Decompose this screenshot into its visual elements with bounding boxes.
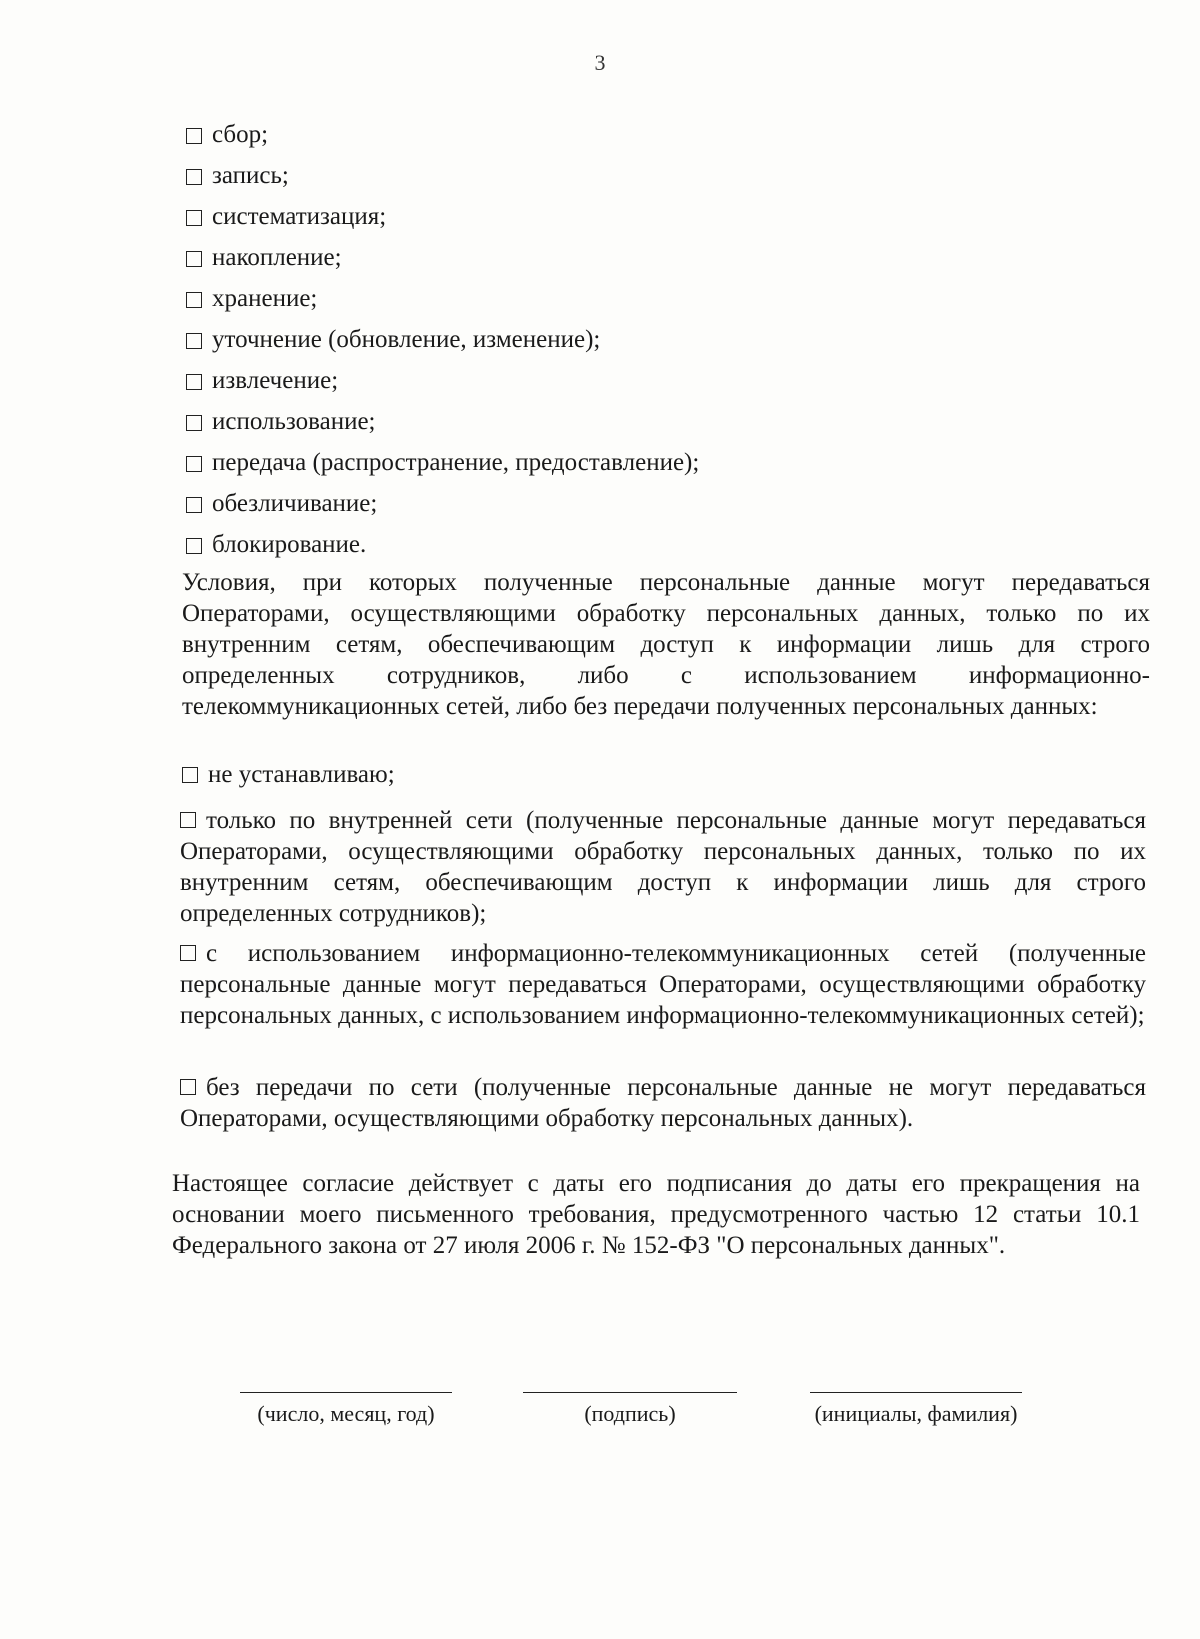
date-caption: (число, месяц, год) <box>257 1401 435 1426</box>
checkbox[interactable] <box>186 210 202 226</box>
list-item <box>186 319 1146 360</box>
checkbox[interactable] <box>186 251 202 267</box>
name-caption: (инициалы, фамилия) <box>814 1401 1018 1426</box>
checkbox[interactable] <box>186 128 202 144</box>
list-item <box>186 196 1146 237</box>
consent-validity-paragraph: Настоящее согласие действует с даты его подписания до даты его прекращения на основании моего письменного требования, предусмотренного частью 12 статьи 10.1 Федерального закона от 27 июля 2006 г. № 152-ФЗ "О персональных данных". <box>172 1170 1140 1259</box>
operation-label: хранение; <box>212 284 318 312</box>
checkbox[interactable] <box>186 333 202 349</box>
transfer-option-no-network <box>180 1072 1146 1134</box>
list-item <box>186 524 1146 565</box>
checkbox[interactable] <box>182 767 198 783</box>
transfer-option-internal <box>180 805 1146 929</box>
option-label: не устанавливаю; <box>208 761 395 788</box>
operation-label: систематизация; <box>212 202 387 230</box>
option-label: без передачи по сети (полученные персональные данные не могут передаваться Операторами, осуществляющими обработку персональных данных). <box>180 1074 1146 1132</box>
list-item <box>186 483 1146 524</box>
checkbox[interactable] <box>180 812 196 828</box>
checkbox[interactable] <box>186 292 202 308</box>
checkbox[interactable] <box>186 169 202 185</box>
processing-operations-list <box>186 114 1146 565</box>
list-item <box>186 442 1146 483</box>
date-blank-line[interactable] <box>240 1386 452 1393</box>
signature-name-field <box>810 1386 1022 1427</box>
checkbox[interactable] <box>186 374 202 390</box>
list-item <box>186 401 1146 442</box>
operation-label: блокирование. <box>212 530 367 558</box>
signature-caption: (подпись) <box>584 1401 676 1426</box>
signature-blank-line[interactable] <box>523 1386 737 1393</box>
signature-sign-field <box>523 1386 737 1427</box>
signature-date-field <box>240 1386 452 1427</box>
transfer-option-not-set <box>182 758 1142 792</box>
list-item <box>186 237 1146 278</box>
operation-label: уточнение (обновление, изменение); <box>212 325 601 353</box>
transfer-conditions-intro: Условия, при которых полученные персональные данные могут передаваться Операторами, осуществляющими обработку персональных данных, только по их внутренним сетям, обеспечивающим доступ к информации лишь для строго определенных сотрудников, либо с использованием информационно-телекоммуникационных сетей, либо без передачи полученных персональных данных: <box>182 569 1150 720</box>
transfer-option-telecom <box>180 938 1146 1031</box>
operation-label: сбор; <box>212 120 269 148</box>
name-blank-line[interactable] <box>810 1386 1022 1393</box>
operation-label: накопление; <box>212 243 342 271</box>
list-item <box>186 278 1146 319</box>
operation-label: передача (распространение, предоставление); <box>212 448 700 476</box>
operation-label: использование; <box>212 407 376 435</box>
checkbox[interactable] <box>180 945 196 961</box>
checkbox[interactable] <box>186 497 202 513</box>
option-label: только по внутренней сети (полученные персональные данные могут передаваться Операторами, осуществляющими обработку персональных данных, только по их внутренним сетям, обеспечивающим доступ к информации лишь для строго определенных сотрудников); <box>180 807 1146 927</box>
option-label: с использованием информационно-телекоммуникационных сетей (полученные персональные данные могут передаваться Операторами, осуществляющими обработку персональных данных, с использованием информационно-телекоммуникационных сетей); <box>180 940 1146 1029</box>
checkbox[interactable] <box>186 456 202 472</box>
operation-label: обезличивание; <box>212 489 378 517</box>
operation-label: извлечение; <box>212 366 339 394</box>
list-item <box>186 155 1146 196</box>
page-number: 3 <box>594 50 606 75</box>
list-item <box>186 114 1146 155</box>
checkbox[interactable] <box>186 415 202 431</box>
list-item <box>186 360 1146 401</box>
checkbox[interactable] <box>180 1079 196 1095</box>
checkbox[interactable] <box>186 538 202 554</box>
operation-label: запись; <box>212 161 289 189</box>
